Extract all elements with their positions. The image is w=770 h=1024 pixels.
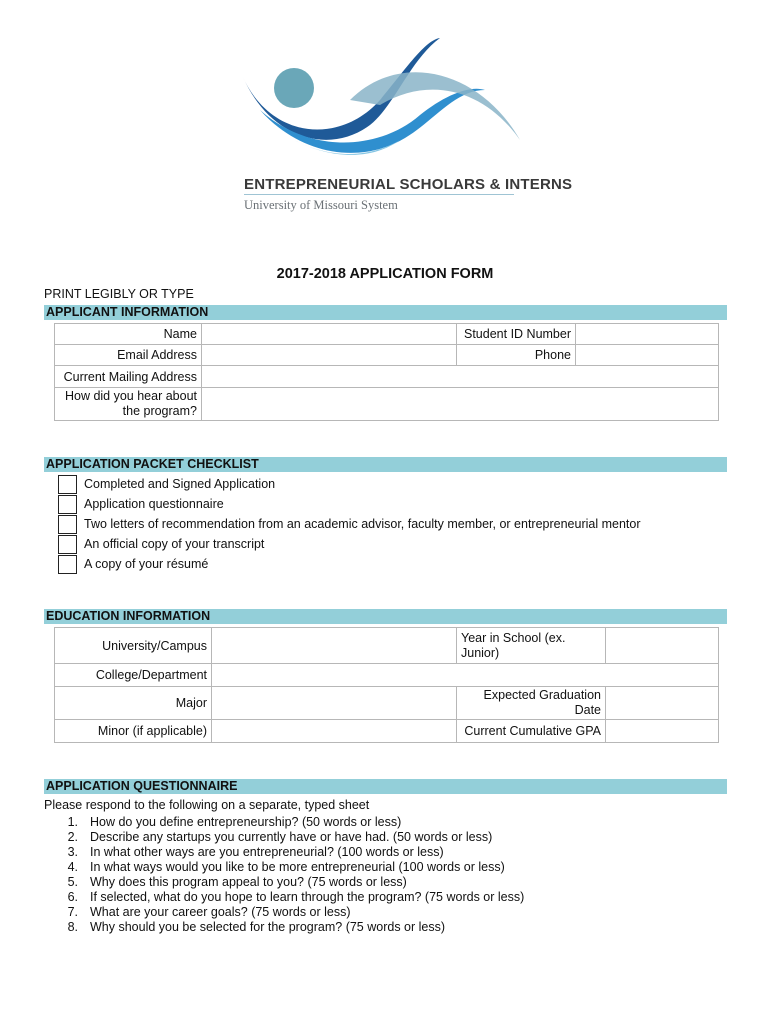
question-number: 8. [67,920,78,934]
list-item [44,905,524,920]
question-number: 6. [67,890,78,904]
checklist-item-label: An official copy of your transcript [84,537,265,551]
checklist-item-label: Application questionnaire [84,497,224,511]
university-field[interactable] [212,628,457,664]
question-number: 2. [67,830,78,844]
college-field[interactable] [212,664,719,687]
graduation-date-label: Expected Graduation Date [457,687,606,720]
student-id-field[interactable] [576,324,719,345]
brand-name: ENTREPRENEURIAL SCHOLARS & INTERNS [244,176,573,193]
questionnaire-intro: Please respond to the following on a separate, typed sheet [44,798,370,812]
question-text: Why does this program appeal to you? (75 words or less) [90,875,407,889]
mailing-address-field[interactable] [202,366,719,388]
list-item [44,890,524,905]
checklist-item-label: Two letters of recommendation from an academic advisor, faculty member, or entrepreneurial mentor [84,517,641,531]
gpa-field[interactable] [606,720,719,743]
applicant-table [54,323,719,421]
minor-field[interactable] [212,720,457,743]
question-text: Describe any startups you currently have or have had. (50 words or less) [90,830,493,844]
education-table [54,627,719,743]
brand-subtitle: University of Missouri System [244,198,398,212]
college-label: College/Department [55,664,212,687]
section-applicant-heading: APPLICANT INFORMATION [44,305,727,320]
major-field[interactable] [212,687,457,720]
gpa-label: Current Cumulative GPA [457,720,606,743]
brand-divider [244,194,514,195]
list-item [44,845,524,860]
question-text: Why should you be selected for the program? (75 words or less) [90,920,446,934]
checkbox[interactable] [58,555,77,574]
list-item [44,920,524,935]
referral-label: How did you hear about the program? [55,388,202,421]
question-number: 4. [67,860,78,874]
checklist-item-label: Completed and Signed Application [84,477,276,491]
email-label: Email Address [55,345,202,366]
question-text: In what other ways are you entrepreneurial? (100 words or less) [90,845,444,859]
section-questionnaire-heading: APPLICATION QUESTIONNAIRE [44,779,727,794]
year-in-school-field[interactable] [606,628,719,664]
list-item [44,875,524,890]
referral-field[interactable] [202,388,719,421]
phone-label: Phone [457,345,576,366]
section-education-heading: EDUCATION INFORMATION [44,609,727,624]
student-id-label: Student ID Number [457,324,576,345]
question-number: 5. [67,875,78,889]
name-field[interactable] [202,324,457,345]
section-checklist-heading: APPLICATION PACKET CHECKLIST [44,457,727,472]
form-title: 2017-2018 APPLICATION FORM [276,266,494,282]
question-text: How do you define entrepreneurship? (50 words or less) [90,815,402,829]
email-field[interactable] [202,345,457,366]
university-label: University/Campus [55,628,212,664]
list-item [44,860,524,875]
major-label: Major [55,687,212,720]
print-note: PRINT LEGIBLY OR TYPE [44,287,194,301]
list-item [44,815,524,830]
question-number: 3. [67,845,78,859]
question-number: 7. [67,905,78,919]
list-item [44,830,524,845]
minor-label: Minor (if applicable) [55,720,212,743]
logo-dot-icon [274,68,314,108]
checkbox[interactable] [58,535,77,554]
question-text: If selected, what do you hope to learn through the program? (75 words or less) [90,890,525,904]
phone-field[interactable] [576,345,719,366]
question-text: What are your career goals? (75 words or less) [90,905,351,919]
question-text: In what ways would you like to be more entrepreneurial (100 words or less) [90,860,505,874]
checkbox[interactable] [58,495,77,514]
question-number: 1. [67,815,78,829]
checkbox[interactable] [58,515,77,534]
questionnaire-list [44,815,524,935]
graduation-date-field[interactable] [606,687,719,720]
checklist-item-label: A copy of your résumé [84,557,209,571]
name-label: Name [55,324,202,345]
year-in-school-label: Year in School (ex. Junior) [457,628,606,664]
mailing-address-label: Current Mailing Address [55,366,202,388]
checkbox[interactable] [58,475,77,494]
